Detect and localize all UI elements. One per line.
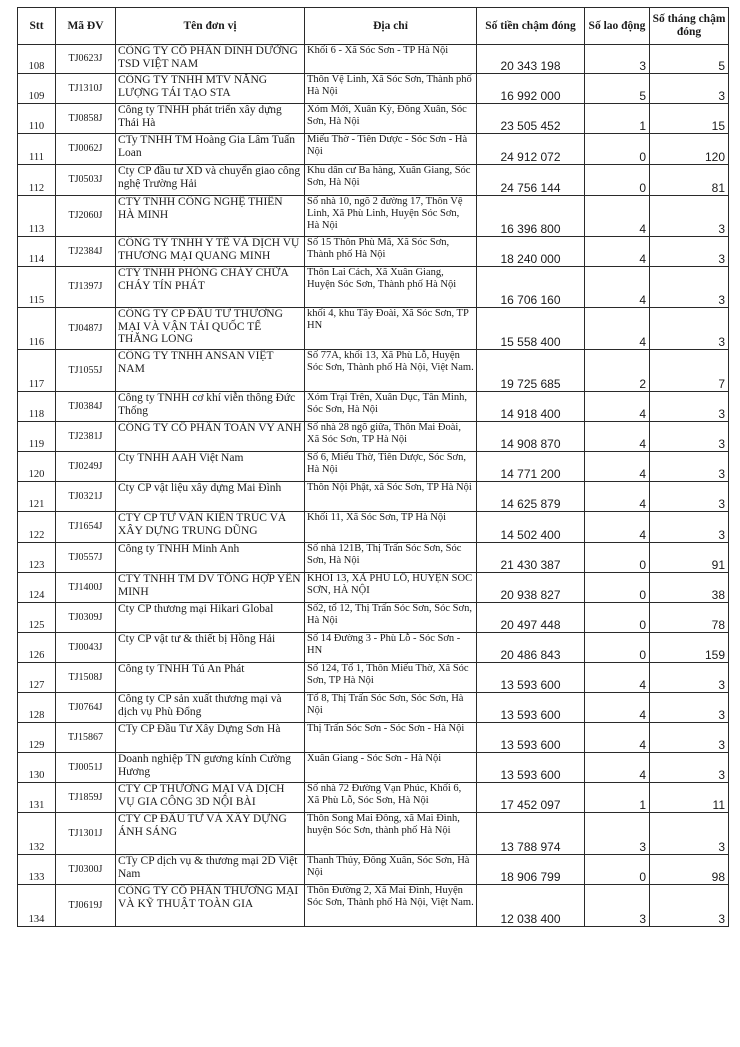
cell-ten-don-vi: CTY CP ĐẦU TƯ VÀ XÂY DỰNG ÁNH SÁNG bbox=[116, 813, 305, 855]
cell-so-tien: 18 906 799 bbox=[477, 855, 585, 885]
header-ma-dv: Mã ĐV bbox=[56, 8, 116, 45]
cell-ten-don-vi: CTy CP dịch vụ & thương mại 2D Việt Nam bbox=[116, 855, 305, 885]
cell-ma-dv: TJ0249J bbox=[56, 452, 116, 482]
cell-ten-don-vi: CÔNG TY CỔ PHẦN DINH DƯỠNG TSD VIỆT NAM bbox=[116, 45, 305, 74]
table-body bbox=[18, 45, 729, 927]
cell-dia-chi: Số 77A, khối 13, Xã Phù Lỗ, Huyện Sóc Sơn, Thành phố Hà Nội, Việt Nam. bbox=[305, 350, 477, 392]
cell-ten-don-vi: Công ty CP sản xuất thương mại và dịch vụ Phù Đổng bbox=[116, 693, 305, 723]
cell-dia-chi: Xóm Mới, Xuân Kỳ, Đông Xuân, Sóc Sơn, Hà Nội bbox=[305, 104, 477, 134]
cell-dia-chi: Thôn Song Mai Đông, xã Mai Đình, huyện Sóc Sơn, thành phố Hà Nội bbox=[305, 813, 477, 855]
cell-so-tien: 15 558 400 bbox=[477, 308, 585, 350]
table-row bbox=[18, 267, 729, 308]
cell-stt: 113 bbox=[18, 196, 56, 237]
cell-ma-dv: TJ0062J bbox=[56, 134, 116, 165]
delinquent-units-table bbox=[17, 7, 729, 927]
cell-so-lao-dong: 0 bbox=[585, 855, 650, 885]
header-ten-don-vi: Tên đơn vị bbox=[116, 8, 305, 45]
cell-stt: 120 bbox=[18, 452, 56, 482]
cell-so-thang: 3 bbox=[650, 237, 729, 267]
table-row bbox=[18, 104, 729, 134]
cell-dia-chi: Thôn Đường 2, Xã Mai Đình, Huyện Sóc Sơn, Thành phố Hà Nội, Việt Nam. bbox=[305, 885, 477, 927]
cell-so-tien: 13 593 600 bbox=[477, 723, 585, 753]
cell-dia-chi: Số 6, Miếu Thờ, Tiên Dược, Sóc Sơn, Hà Nội bbox=[305, 452, 477, 482]
cell-ten-don-vi: CÔNG TY CỔ PHẦN TOÀN VY ANH bbox=[116, 422, 305, 452]
cell-so-lao-dong: 4 bbox=[585, 308, 650, 350]
cell-stt: 114 bbox=[18, 237, 56, 267]
cell-so-thang: 3 bbox=[650, 885, 729, 927]
cell-stt: 134 bbox=[18, 885, 56, 927]
cell-ten-don-vi: Công ty TNHH Tú An Phát bbox=[116, 663, 305, 693]
cell-so-tien: 24 756 144 bbox=[477, 165, 585, 196]
cell-ten-don-vi: CTY CP THƯƠNG MẠI VÀ DỊCH VỤ GIA CÔNG 3D NỘI BÀI bbox=[116, 783, 305, 813]
table-row bbox=[18, 633, 729, 663]
cell-so-lao-dong: 0 bbox=[585, 165, 650, 196]
cell-so-lao-dong: 4 bbox=[585, 482, 650, 512]
table-row bbox=[18, 543, 729, 573]
cell-stt: 132 bbox=[18, 813, 56, 855]
cell-stt: 111 bbox=[18, 134, 56, 165]
cell-so-thang: 3 bbox=[650, 482, 729, 512]
cell-ten-don-vi: CTY TNHH CÔNG NGHỆ THIÊN HÀ MINH bbox=[116, 196, 305, 237]
cell-so-lao-dong: 4 bbox=[585, 663, 650, 693]
cell-stt: 117 bbox=[18, 350, 56, 392]
cell-stt: 129 bbox=[18, 723, 56, 753]
cell-ten-don-vi: Doanh nghiệp TN gương kính Cường Hương bbox=[116, 753, 305, 783]
table-row bbox=[18, 165, 729, 196]
table-row bbox=[18, 308, 729, 350]
cell-dia-chi: Số 14 Đường 3 - Phù Lỗ - Sóc Sơn - HN bbox=[305, 633, 477, 663]
cell-stt: 122 bbox=[18, 512, 56, 543]
cell-so-tien: 14 502 400 bbox=[477, 512, 585, 543]
cell-ma-dv: TJ2381J bbox=[56, 422, 116, 452]
cell-so-tien: 17 452 097 bbox=[477, 783, 585, 813]
cell-ma-dv: TJ0487J bbox=[56, 308, 116, 350]
cell-so-tien: 13 593 600 bbox=[477, 663, 585, 693]
cell-so-tien: 24 912 072 bbox=[477, 134, 585, 165]
cell-so-tien: 19 725 685 bbox=[477, 350, 585, 392]
cell-stt: 125 bbox=[18, 603, 56, 633]
cell-dia-chi: Số nhà 10, ngõ 2 đường 17, Thôn Vệ Linh, Xã Phù Linh, Huyện Sóc Sơn, Hà Nội bbox=[305, 196, 477, 237]
cell-ma-dv: TJ0503J bbox=[56, 165, 116, 196]
cell-so-tien: 12 038 400 bbox=[477, 885, 585, 927]
cell-so-lao-dong: 2 bbox=[585, 350, 650, 392]
cell-ten-don-vi: CÔNG TY CỔ PHẦN THƯƠNG MẠI VÀ KỸ THUẬT TOÀN GIA bbox=[116, 885, 305, 927]
cell-ma-dv: TJ1859J bbox=[56, 783, 116, 813]
cell-stt: 112 bbox=[18, 165, 56, 196]
cell-so-thang: 98 bbox=[650, 855, 729, 885]
table-row bbox=[18, 813, 729, 855]
cell-so-tien: 13 788 974 bbox=[477, 813, 585, 855]
cell-ten-don-vi: CÔNG TY TNHH Y TẾ VÀ DỊCH VỤ THƯƠNG MẠI QUANG MINH bbox=[116, 237, 305, 267]
table-row bbox=[18, 693, 729, 723]
cell-so-thang: 38 bbox=[650, 573, 729, 603]
cell-ten-don-vi: Cty CP vật tư & thiết bị Hồng Hải bbox=[116, 633, 305, 663]
cell-so-lao-dong: 4 bbox=[585, 723, 650, 753]
cell-so-thang: 15 bbox=[650, 104, 729, 134]
cell-so-thang: 91 bbox=[650, 543, 729, 573]
cell-dia-chi: Thị Trấn Sóc Sơn - Sóc Sơn - Hà Nội bbox=[305, 723, 477, 753]
cell-stt: 131 bbox=[18, 783, 56, 813]
cell-ten-don-vi: Công ty TNHH cơ khí viễn thông Đức Thống bbox=[116, 392, 305, 422]
cell-so-tien: 16 706 160 bbox=[477, 267, 585, 308]
cell-so-lao-dong: 3 bbox=[585, 813, 650, 855]
cell-so-tien: 21 430 387 bbox=[477, 543, 585, 573]
cell-so-tien: 18 240 000 bbox=[477, 237, 585, 267]
cell-ma-dv: TJ1310J bbox=[56, 74, 116, 104]
cell-dia-chi: Miếu Thờ - Tiên Dược - Sóc Sơn - Hà Nội bbox=[305, 134, 477, 165]
header-stt: Stt bbox=[18, 8, 56, 45]
cell-ma-dv: TJ0051J bbox=[56, 753, 116, 783]
cell-so-lao-dong: 4 bbox=[585, 267, 650, 308]
cell-so-thang: 5 bbox=[650, 45, 729, 74]
cell-ten-don-vi: Cty CP đầu tư XD và chuyển giao công nghệ Trường Hải bbox=[116, 165, 305, 196]
cell-so-tien: 14 908 870 bbox=[477, 422, 585, 452]
cell-so-lao-dong: 4 bbox=[585, 422, 650, 452]
cell-ten-don-vi: CTY TNHH PHÒNG CHÁY CHỮA CHÁY TÍN PHÁT bbox=[116, 267, 305, 308]
cell-dia-chi: Số nhà 72 Đường Vạn Phúc, Khối 6, Xã Phù Lỗ, Sóc Sơn, Hà Nội bbox=[305, 783, 477, 813]
cell-so-thang: 3 bbox=[650, 74, 729, 104]
cell-dia-chi: Xóm Trại Trên, Xuân Dục, Tân Minh, Sóc Sơn, Hà Nội bbox=[305, 392, 477, 422]
cell-dia-chi: Khối 6 - Xã Sóc Sơn - TP Hà Nội bbox=[305, 45, 477, 74]
cell-dia-chi: Thôn Lai Cách, Xã Xuân Giang, Huyện Sóc Sơn, Thành phố Hà Nội bbox=[305, 267, 477, 308]
table-row bbox=[18, 573, 729, 603]
cell-ten-don-vi: Công ty TNHH phát triển xây dựng Thái Hà bbox=[116, 104, 305, 134]
cell-so-lao-dong: 3 bbox=[585, 885, 650, 927]
cell-so-thang: 78 bbox=[650, 603, 729, 633]
cell-dia-chi: Số 15 Thôn Phù Mã, Xã Sóc Sơn, Thành phố Hà Nội bbox=[305, 237, 477, 267]
cell-so-lao-dong: 4 bbox=[585, 392, 650, 422]
cell-so-thang: 3 bbox=[650, 392, 729, 422]
cell-dia-chi: Thôn Nội Phật, xã Sóc Sơn, TP Hà Nội bbox=[305, 482, 477, 512]
cell-so-lao-dong: 4 bbox=[585, 196, 650, 237]
cell-ma-dv: TJ0557J bbox=[56, 543, 116, 573]
cell-ma-dv: TJ0321J bbox=[56, 482, 116, 512]
cell-ten-don-vi: CTy CP Đầu Tư Xây Dựng Sơn Hà bbox=[116, 723, 305, 753]
cell-ten-don-vi: CÔNG TY TNHH MTV NĂNG LƯỢNG TÁI TẠO STA bbox=[116, 74, 305, 104]
cell-ma-dv: TJ0309J bbox=[56, 603, 116, 633]
cell-dia-chi: Số 124, Tổ 1, Thôn Miếu Thờ, Xã Sóc Sơn, TP Hà Nội bbox=[305, 663, 477, 693]
cell-ma-dv: TJ1508J bbox=[56, 663, 116, 693]
cell-so-lao-dong: 1 bbox=[585, 783, 650, 813]
table-row bbox=[18, 753, 729, 783]
cell-so-thang: 3 bbox=[650, 663, 729, 693]
cell-ma-dv: TJ0300J bbox=[56, 855, 116, 885]
table-row bbox=[18, 855, 729, 885]
table-row bbox=[18, 783, 729, 813]
table-row bbox=[18, 350, 729, 392]
cell-so-tien: 13 593 600 bbox=[477, 753, 585, 783]
table-row bbox=[18, 422, 729, 452]
table-row bbox=[18, 392, 729, 422]
cell-dia-chi: khối 4, khu Tây Đoài, Xã Sóc Sơn, TP HN bbox=[305, 308, 477, 350]
cell-so-thang: 3 bbox=[650, 723, 729, 753]
cell-ma-dv: TJ0858J bbox=[56, 104, 116, 134]
cell-so-lao-dong: 4 bbox=[585, 512, 650, 543]
cell-stt: 119 bbox=[18, 422, 56, 452]
cell-stt: 124 bbox=[18, 573, 56, 603]
cell-so-tien: 20 497 448 bbox=[477, 603, 585, 633]
cell-stt: 116 bbox=[18, 308, 56, 350]
cell-ten-don-vi: Cty CP thương mại Hikari Global bbox=[116, 603, 305, 633]
cell-so-thang: 3 bbox=[650, 813, 729, 855]
header-dia-chi: Địa chỉ bbox=[305, 8, 477, 45]
cell-ma-dv: TJ2384J bbox=[56, 237, 116, 267]
cell-so-lao-dong: 3 bbox=[585, 45, 650, 74]
header-so-tien: Số tiền chậm đóng bbox=[477, 8, 585, 45]
cell-so-lao-dong: 0 bbox=[585, 573, 650, 603]
cell-so-tien: 16 992 000 bbox=[477, 74, 585, 104]
cell-stt: 130 bbox=[18, 753, 56, 783]
cell-so-lao-dong: 4 bbox=[585, 452, 650, 482]
cell-dia-chi: Khối 11, Xã Sóc Sơn, TP Hà Nội bbox=[305, 512, 477, 543]
cell-so-thang: 7 bbox=[650, 350, 729, 392]
cell-dia-chi: KHỐI 13, XÃ PHÙ LỖ, HUYỆN SÓC SƠN, HÀ NỘI bbox=[305, 573, 477, 603]
cell-ten-don-vi: CTY CP TƯ VẤN KIẾN TRÚC VÀ XÂY DỰNG TRUNG DŨNG bbox=[116, 512, 305, 543]
cell-so-thang: 3 bbox=[650, 693, 729, 723]
cell-so-thang: 3 bbox=[650, 512, 729, 543]
cell-ma-dv: TJ15867 bbox=[56, 723, 116, 753]
cell-so-lao-dong: 4 bbox=[585, 693, 650, 723]
cell-so-tien: 23 505 452 bbox=[477, 104, 585, 134]
cell-ten-don-vi: CÔNG TY CP ĐẦU TƯ THƯƠNG MẠI VÀ VẬN TẢI QUỐC TẾ THĂNG LONG bbox=[116, 308, 305, 350]
cell-so-lao-dong: 0 bbox=[585, 134, 650, 165]
cell-dia-chi: Xuân Giang - Sóc Sơn - Hà Nội bbox=[305, 753, 477, 783]
cell-dia-chi: Khu dân cư Ba hàng, Xuân Giang, Sóc Sơn, Hà Nội bbox=[305, 165, 477, 196]
cell-stt: 115 bbox=[18, 267, 56, 308]
cell-so-tien: 14 771 200 bbox=[477, 452, 585, 482]
cell-ten-don-vi: Cty CP vật liệu xây dựng Mai Đình bbox=[116, 482, 305, 512]
table-row bbox=[18, 885, 729, 927]
table-row bbox=[18, 603, 729, 633]
cell-stt: 118 bbox=[18, 392, 56, 422]
cell-ma-dv: TJ0623J bbox=[56, 45, 116, 74]
cell-dia-chi: Số nhà 121B, Thị Trấn Sóc Sơn, Sóc Sơn, Hà Nội bbox=[305, 543, 477, 573]
cell-so-thang: 120 bbox=[650, 134, 729, 165]
cell-so-tien: 14 625 879 bbox=[477, 482, 585, 512]
cell-ten-don-vi: CTY TNHH TM DV TỔNG HỢP YẾN MINH bbox=[116, 573, 305, 603]
header-so-thang: Số tháng chậm đóng bbox=[650, 8, 729, 45]
cell-dia-chi: Số nhà 28 ngõ giữa, Thôn Mai Đoài, Xã Sóc Sơn, TP Hà Nội bbox=[305, 422, 477, 452]
cell-so-thang: 3 bbox=[650, 196, 729, 237]
table-row bbox=[18, 723, 729, 753]
cell-dia-chi: Tổ 8, Thị Trấn Sóc Sơn, Sóc Sơn, Hà Nội bbox=[305, 693, 477, 723]
cell-stt: 128 bbox=[18, 693, 56, 723]
cell-stt: 121 bbox=[18, 482, 56, 512]
cell-ma-dv: TJ1654J bbox=[56, 512, 116, 543]
cell-stt: 133 bbox=[18, 855, 56, 885]
cell-ma-dv: TJ1301J bbox=[56, 813, 116, 855]
cell-stt: 110 bbox=[18, 104, 56, 134]
header-so-lao-dong: Số lao động bbox=[585, 8, 650, 45]
cell-ten-don-vi: CTy TNHH TM Hoàng Gia Lâm Tuấn Loan bbox=[116, 134, 305, 165]
cell-ten-don-vi: Cty TNHH AAH Việt Nam bbox=[116, 452, 305, 482]
cell-stt: 108 bbox=[18, 45, 56, 74]
header-row bbox=[18, 8, 729, 45]
cell-dia-chi: Thôn Vệ Linh, Xã Sóc Sơn, Thành phố Hà Nội bbox=[305, 74, 477, 104]
cell-ma-dv: TJ1055J bbox=[56, 350, 116, 392]
table-row bbox=[18, 45, 729, 74]
cell-ma-dv: TJ0619J bbox=[56, 885, 116, 927]
cell-ma-dv: TJ2060J bbox=[56, 196, 116, 237]
cell-so-lao-dong: 1 bbox=[585, 104, 650, 134]
cell-so-lao-dong: 5 bbox=[585, 74, 650, 104]
cell-so-lao-dong: 0 bbox=[585, 603, 650, 633]
cell-so-thang: 3 bbox=[650, 267, 729, 308]
cell-ten-don-vi: Công ty TNHH Minh Anh bbox=[116, 543, 305, 573]
table-row bbox=[18, 512, 729, 543]
cell-ma-dv: TJ1397J bbox=[56, 267, 116, 308]
cell-stt: 127 bbox=[18, 663, 56, 693]
cell-dia-chi: Số2, tổ 12, Thị Trấn Sóc Sơn, Sóc Sơn, Hà Nội bbox=[305, 603, 477, 633]
cell-so-thang: 159 bbox=[650, 633, 729, 663]
cell-ma-dv: TJ1400J bbox=[56, 573, 116, 603]
cell-so-lao-dong: 4 bbox=[585, 237, 650, 267]
cell-so-lao-dong: 4 bbox=[585, 753, 650, 783]
cell-stt: 109 bbox=[18, 74, 56, 104]
cell-so-tien: 20 938 827 bbox=[477, 573, 585, 603]
cell-so-lao-dong: 0 bbox=[585, 633, 650, 663]
cell-dia-chi: Thanh Thủy, Đông Xuân, Sóc Sơn, Hà Nội bbox=[305, 855, 477, 885]
document-sheet bbox=[17, 7, 728, 927]
cell-so-thang: 11 bbox=[650, 783, 729, 813]
cell-stt: 123 bbox=[18, 543, 56, 573]
table-row bbox=[18, 74, 729, 104]
cell-so-thang: 3 bbox=[650, 422, 729, 452]
cell-so-tien: 20 486 843 bbox=[477, 633, 585, 663]
cell-ma-dv: TJ0764J bbox=[56, 693, 116, 723]
cell-stt: 126 bbox=[18, 633, 56, 663]
table-row bbox=[18, 452, 729, 482]
table-row bbox=[18, 237, 729, 267]
cell-so-thang: 3 bbox=[650, 753, 729, 783]
cell-so-lao-dong: 0 bbox=[585, 543, 650, 573]
cell-so-tien: 13 593 600 bbox=[477, 693, 585, 723]
cell-so-thang: 3 bbox=[650, 308, 729, 350]
cell-so-thang: 3 bbox=[650, 452, 729, 482]
cell-ma-dv: TJ0043J bbox=[56, 633, 116, 663]
table-row bbox=[18, 134, 729, 165]
cell-ma-dv: TJ0384J bbox=[56, 392, 116, 422]
cell-so-tien: 20 343 198 bbox=[477, 45, 585, 74]
cell-ten-don-vi: CÔNG TY TNHH ANSAN VIỆT NAM bbox=[116, 350, 305, 392]
table-row bbox=[18, 663, 729, 693]
cell-so-tien: 16 396 800 bbox=[477, 196, 585, 237]
cell-so-thang: 81 bbox=[650, 165, 729, 196]
table-row bbox=[18, 482, 729, 512]
cell-so-tien: 14 918 400 bbox=[477, 392, 585, 422]
table-row bbox=[18, 196, 729, 237]
